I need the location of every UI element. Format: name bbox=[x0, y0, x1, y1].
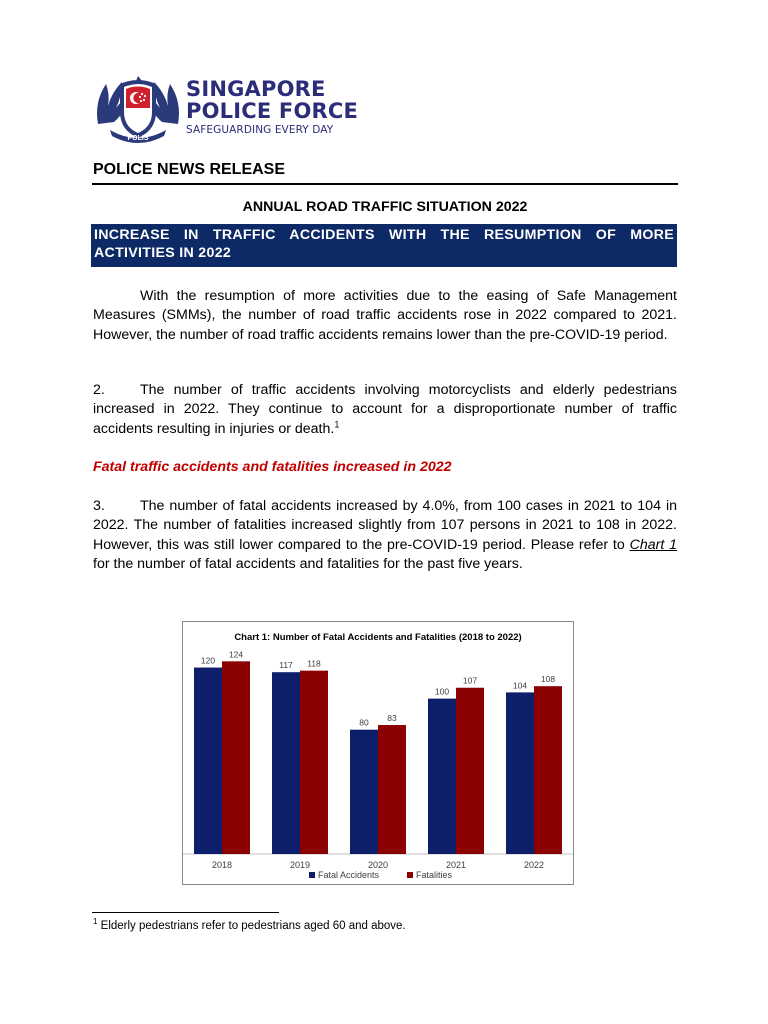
paragraph-2 bbox=[93, 381, 677, 439]
bar-fatalities-2018 bbox=[222, 661, 250, 854]
paragraph-2-text: The number of traffic accidents involving motorcyclists and elderly pedestrians increased in 2022. They continue to account for a disproportionate number of traffic accidents resulting in injuries or death. bbox=[93, 382, 677, 437]
police-crest-icon bbox=[92, 72, 184, 144]
legend-swatch bbox=[309, 872, 315, 878]
footnote-marker: 1 bbox=[93, 917, 98, 927]
data-label: 120 bbox=[200, 655, 216, 666]
x-tick-label: 2020 bbox=[367, 860, 389, 870]
title-divider bbox=[92, 183, 678, 185]
chart-1 bbox=[182, 621, 574, 885]
data-label: 104 bbox=[512, 680, 528, 691]
x-tick-label: 2021 bbox=[445, 860, 467, 870]
data-label: 100 bbox=[434, 686, 450, 697]
legend-swatch bbox=[407, 872, 413, 878]
paragraph-1-text: With the resumption of more activities due to the easing of Safe Management Measures (SMMs), the number of road traffic accidents rose in 2022 compared to 2021. However, the number of road traffic accidents remains lower than the pre-COVID-19 period. bbox=[93, 288, 677, 343]
data-label: 83 bbox=[387, 713, 397, 724]
bar-fatal-accidents-2021 bbox=[428, 699, 456, 854]
legend-label: Fatalities bbox=[416, 870, 453, 880]
paragraph-3-text-b: for the number of fatal accidents and fatalities for the past five years. bbox=[93, 556, 523, 573]
paragraph-1 bbox=[93, 287, 677, 345]
section-subheading: Fatal traffic accidents and fatalities increased in 2022 bbox=[93, 459, 452, 475]
data-label: 117 bbox=[279, 660, 293, 671]
headline-banner: INCREASE IN TRAFFIC ACCIDENTS WITH THE RESUMPTION OF MORE ACTIVITIES IN 2022 bbox=[91, 224, 677, 267]
footnote-divider bbox=[92, 912, 279, 913]
bar-fatalities-2020 bbox=[378, 725, 406, 854]
svg-text:POLIS: POLIS bbox=[127, 135, 149, 142]
bar-fatalities-2021 bbox=[456, 688, 484, 854]
paragraph-3-text-a: The number of fatal accidents increased by 4.0%, from 100 cases in 2021 to 104 in 2022. The number of fatalities increased slightly from 107 persons in 2021 to 108 in 2022. However, this was still lower compared to the pre-COVID-19 period. Please refer to bbox=[93, 498, 677, 553]
chart-1-svg bbox=[183, 622, 573, 884]
paragraph-number: 2. bbox=[93, 382, 105, 398]
release-title: POLICE NEWS RELEASE bbox=[93, 161, 286, 178]
footnote bbox=[93, 917, 406, 932]
footnote-text: Elderly pedestrians refer to pedestrians aged 60 and above. bbox=[100, 920, 406, 932]
data-label: 80 bbox=[359, 717, 369, 728]
data-label: 124 bbox=[228, 649, 244, 660]
legend-label: Fatal Accidents bbox=[318, 870, 380, 880]
data-label: 107 bbox=[462, 675, 478, 686]
data-label: 118 bbox=[307, 658, 321, 669]
logo-text bbox=[186, 78, 358, 136]
bar-fatal-accidents-2022 bbox=[506, 692, 534, 854]
x-tick-label: 2019 bbox=[289, 860, 311, 870]
bar-fatalities-2022 bbox=[534, 686, 562, 854]
bar-fatal-accidents-2019 bbox=[272, 672, 300, 854]
paragraph-number: 3. bbox=[93, 498, 105, 514]
paragraph-3 bbox=[93, 497, 677, 575]
bar-fatal-accidents-2018 bbox=[194, 668, 222, 854]
chart-1-link[interactable]: Chart 1 bbox=[629, 536, 677, 553]
logo-name-line1: SINGAPORE bbox=[186, 77, 326, 101]
logo-name-line2: POLICE FORCE bbox=[186, 99, 359, 123]
document-heading: ANNUAL ROAD TRAFFIC SITUATION 2022 bbox=[242, 199, 528, 215]
bar-fatalities-2019 bbox=[300, 671, 328, 854]
x-tick-label: 2022 bbox=[523, 860, 545, 870]
bar-fatal-accidents-2020 bbox=[350, 730, 378, 854]
logo-tagline: SAFEGUARDING EVERY DAY bbox=[186, 124, 334, 136]
x-tick-label: 2018 bbox=[211, 860, 233, 870]
chart-title: Chart 1: Number of Fatal Accidents and Fatalities (2018 to 2022) bbox=[234, 632, 522, 643]
footnote-reference[interactable]: 1 bbox=[334, 419, 340, 430]
data-label: 108 bbox=[540, 674, 556, 685]
